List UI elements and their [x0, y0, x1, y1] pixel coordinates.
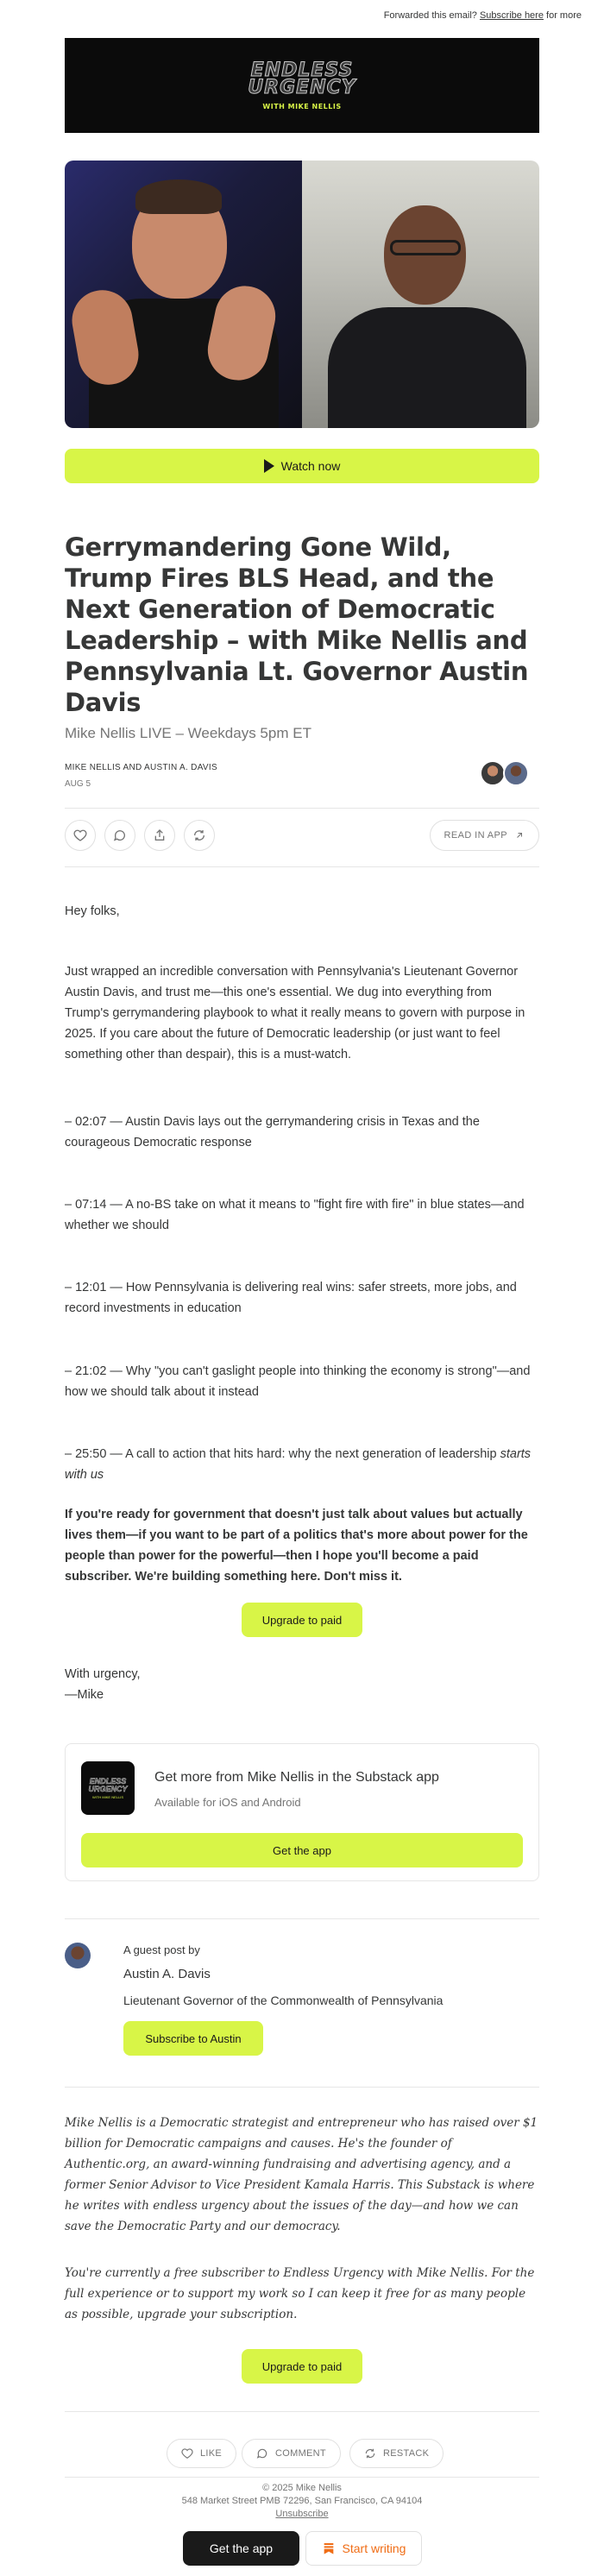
read-in-app-label: READ IN APP: [444, 830, 507, 841]
divider: [65, 1918, 539, 1919]
app-promo-card: [65, 1743, 539, 1881]
forwarded-suffix: for more: [546, 10, 582, 21]
watch-now-button[interactable]: [65, 449, 539, 483]
video-left-speaker: [65, 161, 302, 428]
restack-icon: [364, 2447, 376, 2459]
like-button[interactable]: [65, 820, 96, 851]
timestamp-item: – 02:07 — Austin Davis lays out the gerrymandering crisis in Texas and the courageous Democratic response: [65, 1115, 480, 1149]
comment-pill-button[interactable]: [242, 2439, 341, 2468]
subscribe-here-link[interactable]: Subscribe here: [479, 10, 544, 21]
publication-banner[interactable]: [65, 38, 539, 133]
app-logo-line-1: ENDLESS: [89, 1776, 127, 1786]
comment-icon: [256, 2447, 268, 2459]
app-logo: [81, 1761, 135, 1815]
author-avatar-austin[interactable]: [503, 760, 529, 786]
footer-get-app-button[interactable]: Get the app: [183, 2531, 299, 2566]
guest-name[interactable]: Austin A. Davis: [123, 1967, 211, 1981]
post-title[interactable]: Gerrymandering Gone Wild, Trump Fires BLS Head, and the Next Generation of Democratic Leadership – with Mike Nellis and Pennsylvania Lt. Governor Austin Davis: [65, 532, 529, 717]
start-writing-button[interactable]: [305, 2531, 422, 2566]
post-byline[interactable]: MIKE NELLIS AND AUSTIN A. DAVIS: [65, 763, 217, 772]
read-in-app-button[interactable]: [430, 820, 539, 851]
forwarded-notice: [384, 10, 582, 21]
timestamp-item: – 07:14 — A no-BS take on what it means to "fight fire with fire" in blue states—and whether we should: [65, 1198, 525, 1232]
video-thumbnail[interactable]: [65, 161, 539, 428]
upgrade-to-paid-button[interactable]: Upgrade to paid: [242, 1603, 362, 1637]
footer-unsubscribe: [0, 2508, 604, 2521]
app-logo-line-3: WITH MIKE NELLIS: [91, 1794, 123, 1799]
timestamp-text: – 25:50 — A call to action that hits hard: why the next generation of leadership: [65, 1447, 500, 1461]
like-label: LIKE: [200, 2448, 223, 2459]
watch-now-label: Watch now: [280, 459, 341, 473]
share-button[interactable]: [144, 820, 175, 851]
guest-role: Lieutenant Governor of the Commonwealth of Pennsylvania: [123, 1993, 444, 2007]
comment-icon: [113, 828, 127, 842]
comment-button[interactable]: [104, 820, 135, 851]
app-logo-line-2: URGENCY: [88, 1784, 128, 1793]
comment-label: COMMENT: [275, 2448, 326, 2459]
restack-label: RESTACK: [383, 2448, 430, 2459]
app-promo-title: Get more from Mike Nellis in the Substack app: [154, 1770, 439, 1785]
banner-line-2: URGENCY: [248, 76, 356, 98]
guest-avatar[interactable]: [65, 1943, 91, 1968]
substack-logo-icon: [322, 2541, 336, 2555]
divider: [65, 2477, 539, 2478]
start-writing-label: Start writing: [342, 2541, 406, 2555]
arrow-up-right-icon: [514, 830, 525, 841]
divider: [65, 808, 539, 809]
divider: [65, 866, 539, 867]
forwarded-prefix: Forwarded this email?: [383, 10, 477, 21]
footer-address: 548 Market Street PMB 72296, San Francisco, CA 94104: [181, 2496, 423, 2506]
timestamp-item: – 12:01 — How Pennsylvania is delivering real wins: safer streets, more jobs, and record investments in education: [65, 1281, 517, 1315]
footer-copyright: © 2025 Mike Nellis: [262, 2483, 342, 2493]
signoff-line-1: With urgency,: [65, 1667, 141, 1681]
post-subtitle: Mike Nellis LIVE – Weekdays 5pm ET: [65, 725, 311, 741]
restack-icon: [192, 828, 206, 842]
banner-line-1: ENDLESS: [250, 59, 354, 81]
timestamp-item: – 21:02 — Why "you can't gaslight people into thinking the economy is strong"—and how we should talk about it instead: [65, 1364, 531, 1399]
subscribe-to-austin-button[interactable]: Subscribe to Austin: [123, 2021, 263, 2056]
app-promo-subtitle: Available for iOS and Android: [154, 1796, 301, 1809]
subscription-paragraph: You're currently a free subscriber to Endless Urgency with Mike Nellis. For the full experience or to support my work so I can keep it free for as many people as possible, upgrade your subscription.: [65, 2266, 535, 2321]
about-paragraph: Mike Nellis is a Democratic strategist and entrepreneur who has raised over $1 billion for Democratic campaigns and causes. He's the founder of Authentic.org, an award-winning fundraising and advertising agency, and a former Senior Advisor to Vice President Kamala Harris. This Substack is where he writes with endless urgency about the issues of the day—and how we can save the Democratic Party and our democracy.: [65, 2116, 538, 2233]
heart-icon: [73, 828, 87, 842]
timestamp-emphasis: starts with us: [65, 1447, 532, 1482]
author-avatar-mike[interactable]: [480, 760, 506, 786]
play-icon: [264, 459, 274, 473]
unsubscribe-link[interactable]: Unsubscribe: [275, 2509, 329, 2519]
post-actions-bar: [65, 820, 539, 854]
heart-icon: [181, 2447, 193, 2459]
signoff-line-2: —Mike: [65, 1688, 104, 1702]
restack-pill-button[interactable]: [349, 2439, 444, 2468]
upgrade-to-paid-button-bottom[interactable]: Upgrade to paid: [242, 2349, 362, 2384]
divider: [65, 2411, 539, 2412]
divider: [65, 2087, 539, 2088]
video-right-speaker: [302, 161, 539, 428]
greeting: Hey folks,: [65, 904, 120, 918]
cta-paragraph: If you're ready for government that doesn't just talk about values but actually lives them—if you want to be part of a politics that's more about power for the people than power for the powerful—then I hope you'll become a paid subscriber. We're building something here. Don't miss it.: [65, 1508, 528, 1584]
intro-paragraph: Just wrapped an incredible conversation with Pennsylvania's Lieutenant Governor Austin Davis, and trust me—this one's essential. We dug into everything from Trump's gerrymandering playbook to what it really means to govern with purpose in 2025. If you care about the future of Democratic leadership (or just want to feel something other than despair), this is a must-watch.: [65, 965, 525, 1061]
like-pill-button[interactable]: [167, 2439, 236, 2468]
timestamp-item: [65, 1444, 539, 1485]
banner-line-3: WITH MIKE NELLIS: [262, 102, 342, 110]
get-the-app-button[interactable]: Get the app: [81, 1833, 523, 1867]
post-date: AUG 5: [65, 779, 91, 789]
guest-label: A guest post by: [123, 1943, 200, 1956]
share-icon: [153, 828, 167, 842]
restack-button[interactable]: [184, 820, 215, 851]
